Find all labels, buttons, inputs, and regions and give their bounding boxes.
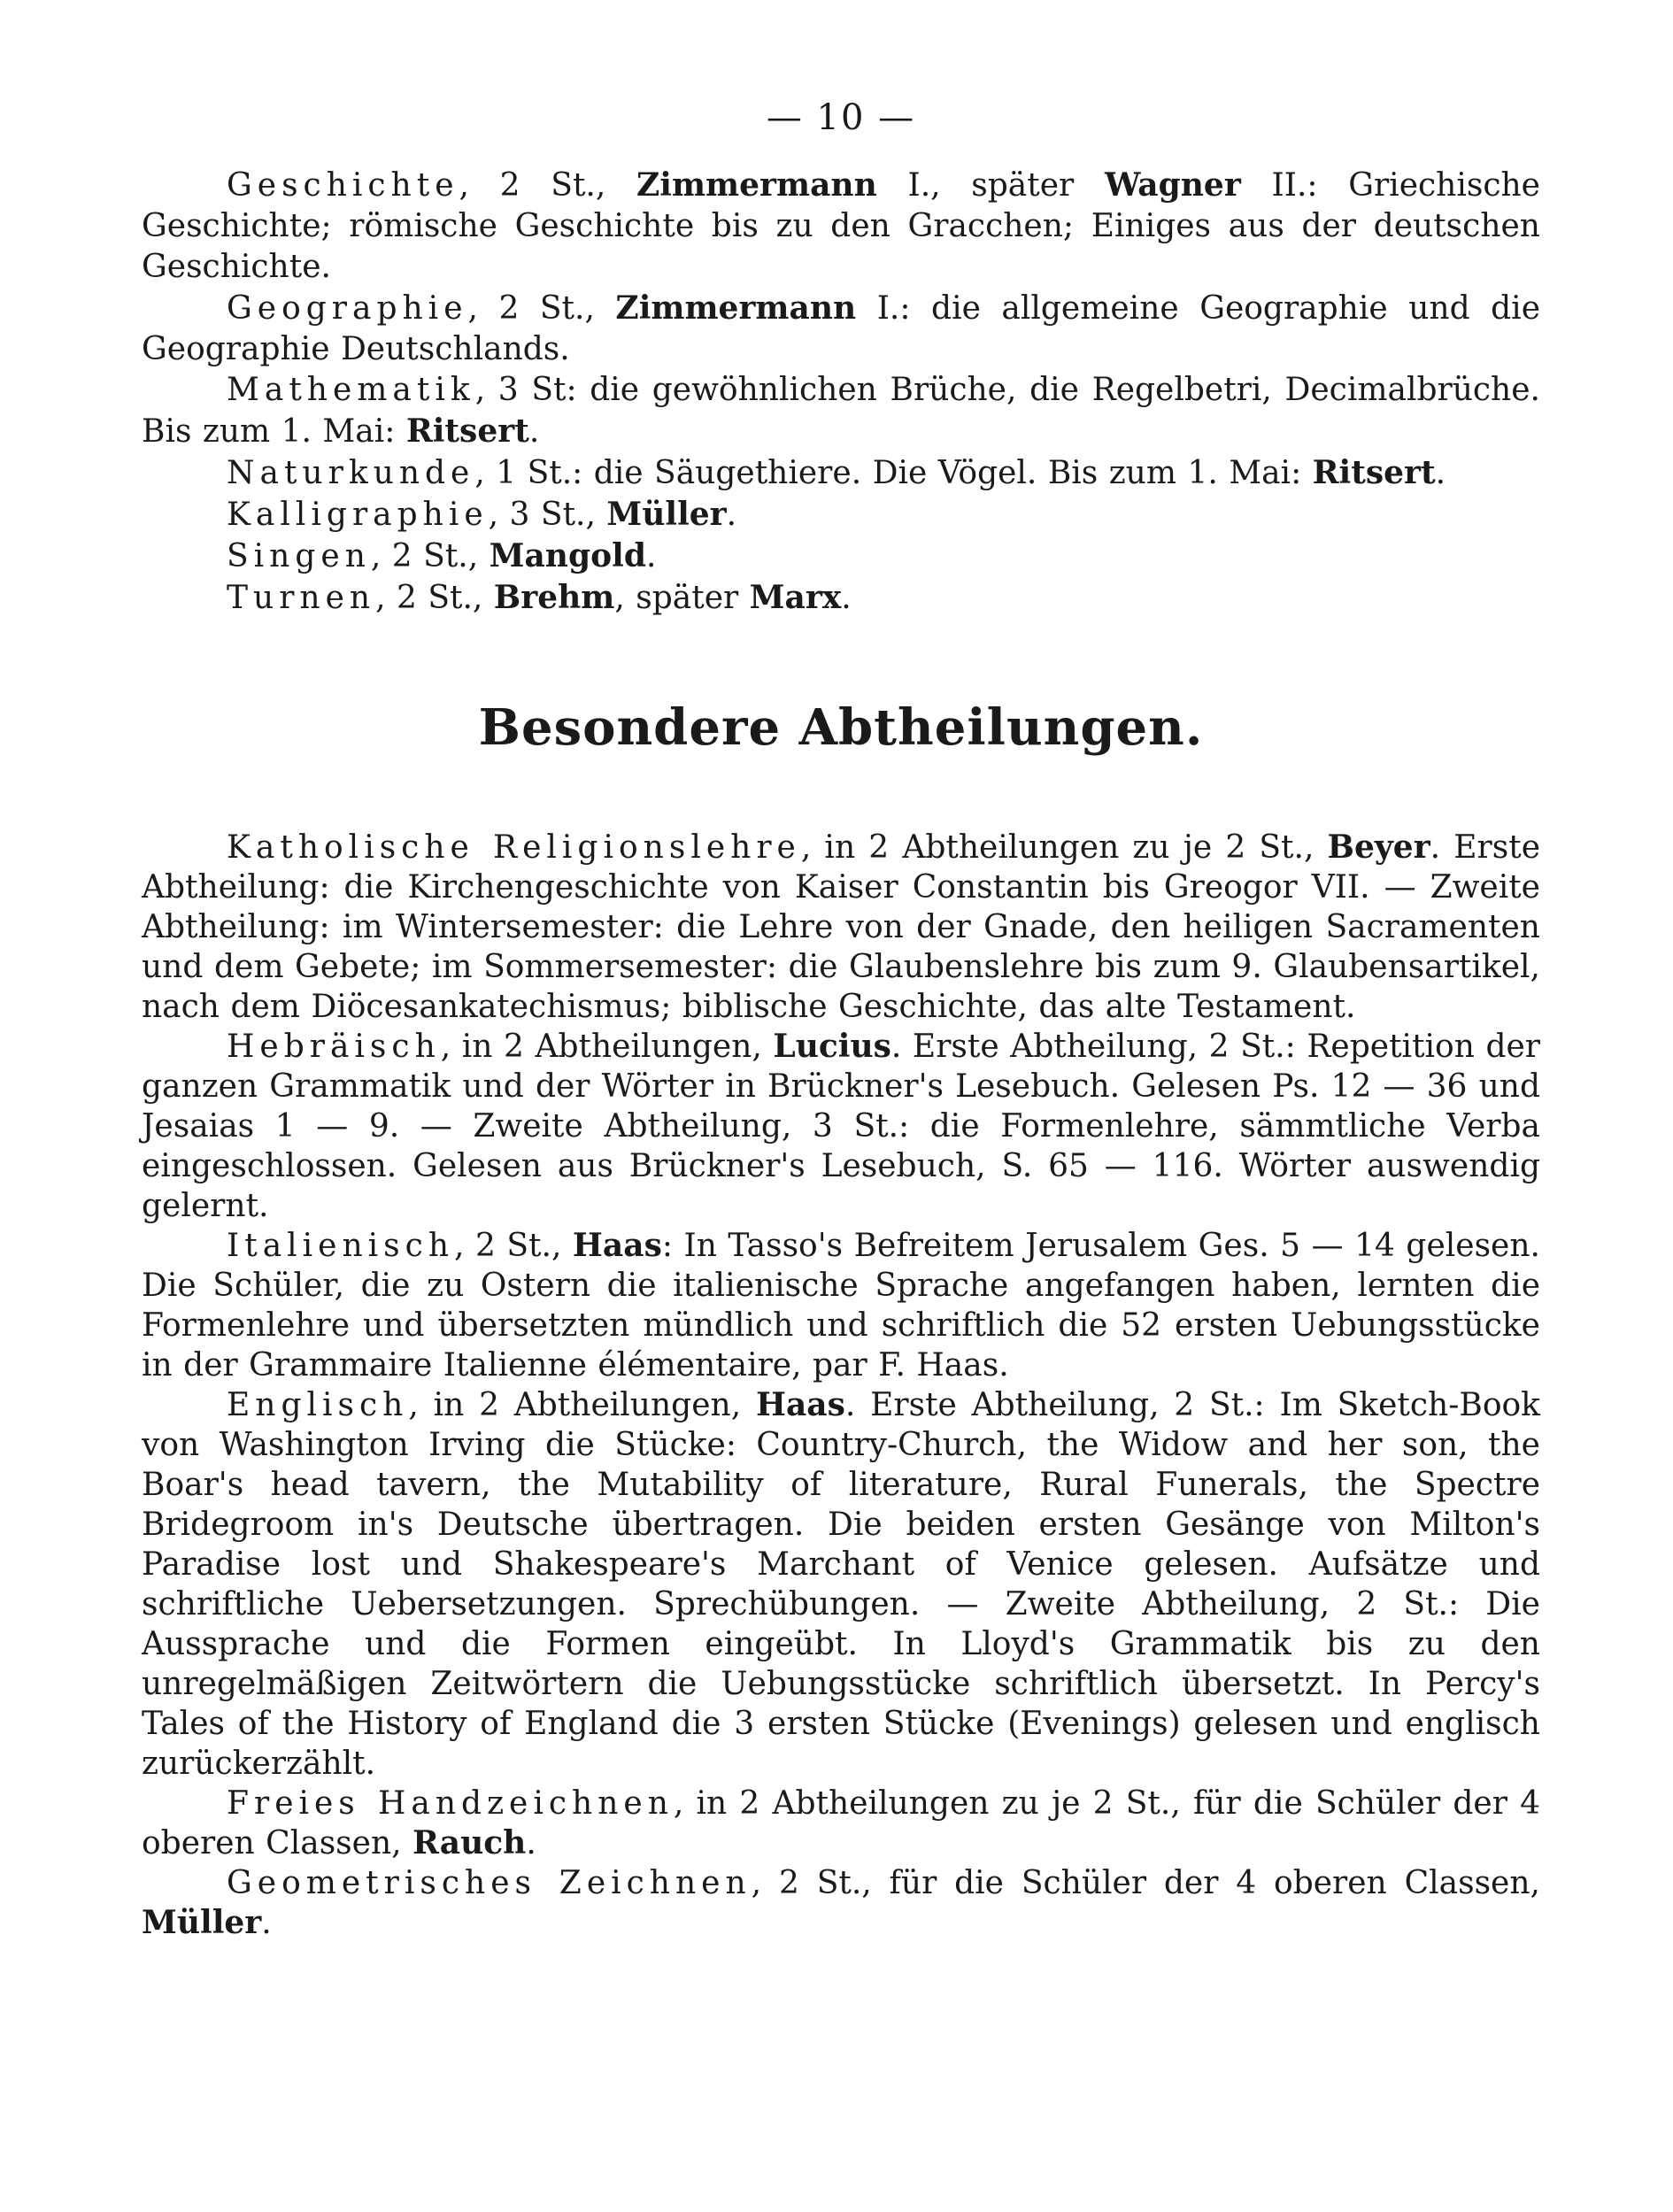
- section-subjects: [142, 165, 1540, 619]
- paragraph-singen: Singen, 2 St., Mangold.: [227, 537, 657, 574]
- paragraph-kalligraphie: Kalligraphie, 3 St., Müller.: [227, 496, 737, 533]
- paragraph-turnen: Turnen, 2 St., Brehm, später Marx.: [227, 579, 852, 616]
- paragraph-italienisch: Italienisch, 2 St., Haas: In Tasso's Befreitem Jerusalem Ges. 5 — 14 gelesen. Die Schüler, die zu Ostern die italienische Sprache angefangen haben, lernten die Formenlehre und übersetzten mündlich und schriftlich die 52 ersten Uebungsstücke in der Grammaire Italienne élémentaire, par F. Haas.: [142, 1227, 1540, 1383]
- paragraph-geometrisches-zeichnen: Geometrisches Zeichnen, 2 St., für die Schüler der 4 oberen Classen, Müller.: [142, 1865, 1540, 1941]
- paragraph-geschichte: Geschichte, 2 St., Zimmermann I., später Wagner II.: Griechische Geschichte; römische Geschichte bis zu den Gracchen; Einiges aus der deutschen Geschichte.: [142, 166, 1540, 285]
- paragraph-handzeichnen: Freies Handzeichnen, in 2 Abtheilungen zu je 2 St., für die Schüler der 4 oberen Classen, Rauch.: [142, 1785, 1541, 1861]
- paragraph-englisch: Englisch, in 2 Abtheilungen, Haas. Erste Abtheilung, 2 St.: Im Sketch-Book von Washington Irving die Stücke: Country-Church, the Widow and her son, the Boar's head tavern, the Mutability of literature, Rural Funerals, the Spectre Bridegroom in's Deutsche übertragen. Die beiden ersten Gesänge von Milton's Paradise lost und Shakespeare's Marchant of Venice gelesen. Aufsätze und schriftliche Uebersetzungen. Sprechübungen. — Zweite Abtheilung, 2 St.: Die Aussprache und die Formen eingeübt. In Lloyd's Grammatik bis zu den unregelmäßigen Zeitwörtern die Uebungsstücke schriftlich übersetzt. In Percy's Tales of the History of England die 3 ersten Stücke (Evenings) gelesen und englisch zurückerzählt.: [142, 1386, 1540, 1782]
- section-special-divisions: [142, 828, 1540, 1943]
- paragraph-mathematik: Mathematik, 3 St: die gewöhnlichen Brüche, die Regelbetri, Decimalbrüche. Bis zum 1. Mai: Ritsert.: [142, 372, 1540, 450]
- paragraph-naturkunde: Naturkunde, 1 St.: die Säugethiere. Die Vögel. Bis zum 1. Mai: Ritsert.: [227, 454, 1446, 491]
- page-number: — 10 —: [766, 97, 916, 138]
- paragraph-religionslehre: Katholische Religionslehre, in 2 Abtheilungen zu je 2 St., Beyer. Erste Abtheilung: die Kirchengeschichte von Kaiser Constantin bis Greogor VII. — Zweite Abtheilung: im Wintersemester: die Lehre von der Gnade, den heiligen Sacramenten und dem Gebete; im Sommersemester: die Glaubenslehre bis zum 9. Glaubensartikel, nach dem Diöcesankatechismus; biblische Geschichte, das alte Testament.: [142, 829, 1540, 1025]
- paragraph-geographie: Geographie, 2 St., Zimmermann I.: die allgemeine Geographie und die Geographie Deutschlands.: [142, 289, 1540, 367]
- paragraph-hebraeisch: Hebräisch, in 2 Abtheilungen, Lucius. Erste Abtheilung, 2 St.: Repetition der ganzen Grammatik und der Wörter in Brückner's Lesebuch. Gelesen Ps. 12 — 36 und Jesaias 1 — 9. — Zweite Abtheilung, 3 St.: die Formenlehre, sämmtliche Verba eingeschlossen. Gelesen aus Brückner's Lesebuch, S. 65 — 116. Wörter auswendig gelernt.: [142, 1028, 1541, 1224]
- section-heading: Besondere Abtheilungen.: [478, 698, 1204, 757]
